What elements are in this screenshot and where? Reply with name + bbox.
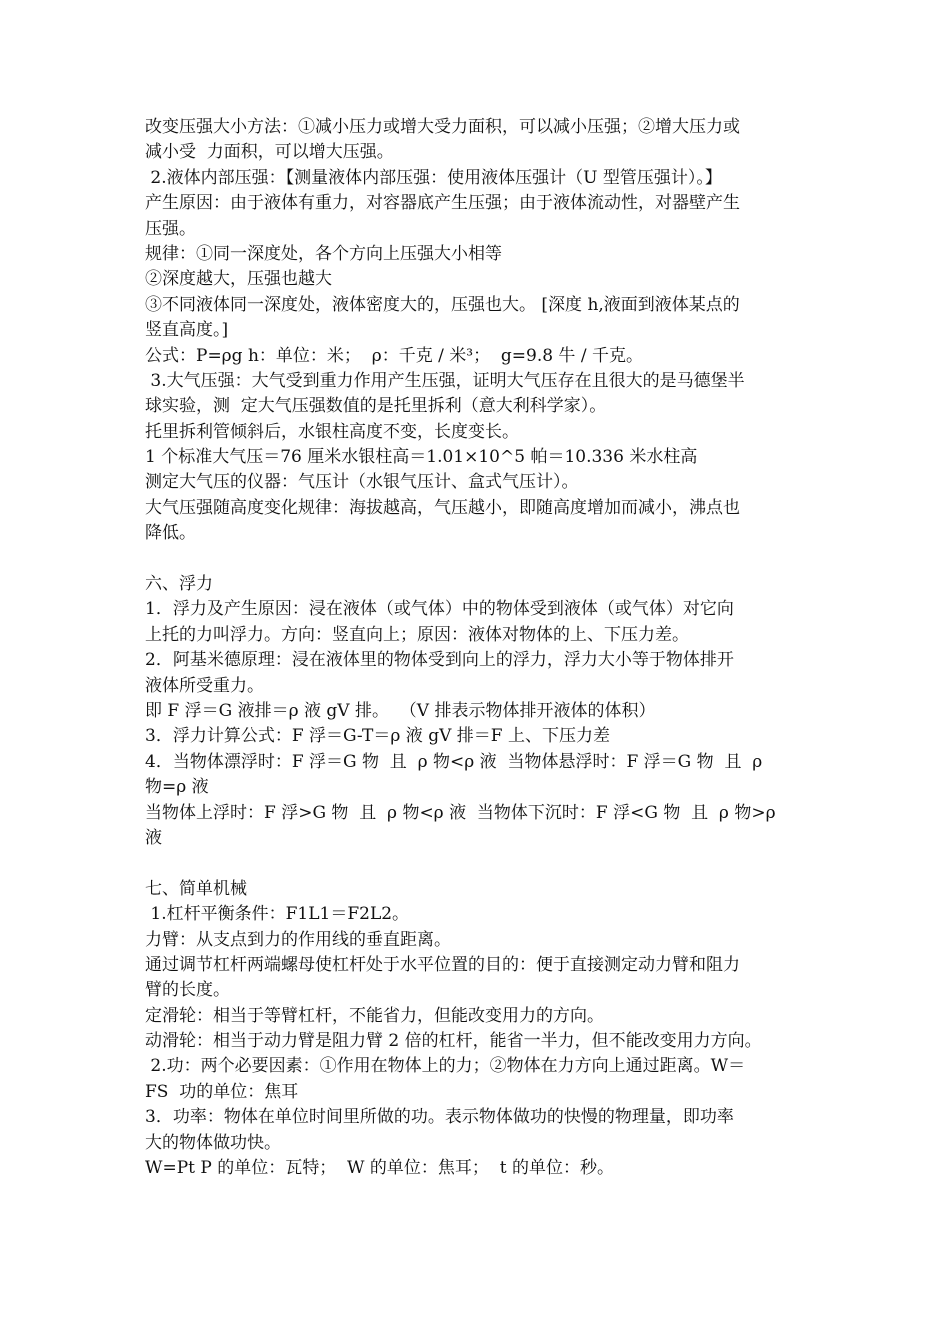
text-line: 上托的力叫浮力。方向：竖直向上；原因：液体对物体的上、下压力差。 (145, 624, 689, 645)
text-line: FS 功的单位：焦耳 (145, 1081, 299, 1102)
text-line: 2.功：两个必要因素：①作用在物体上的力；②物体在力方向上通过距离。W＝ (145, 1056, 746, 1077)
text-line: 通过调节杠杆两端螺母使杠杆处于水平位置的目的：便于直接测定动力臂和阻力 (145, 954, 740, 975)
text-line: 3.大气压强：大气受到重力作用产生压强，证明大气压存在且很大的是马德堡半 (145, 370, 745, 391)
text-line: 改变压强大小方法：①减小压力或增大受力面积，可以减小压强；②增大压力或 (145, 117, 740, 137)
section-heading-simple-machines: 七、简单机械 (145, 878, 247, 899)
text-line: ②深度越大，压强也越大 (145, 269, 332, 290)
text-line: 4．当物体漂浮时：F 浮＝G 物 且 ρ 物<ρ 液 当物体悬浮时：F 浮＝G 物 且 ρ (145, 751, 763, 772)
text-line: 大的物体做功快。 (145, 1132, 281, 1153)
text-line: 2.液体内部压强：【测量液体内部压强：使用液体压强计（U 型管压强计）。】 (145, 167, 722, 188)
formula-line: 1.杠杆平衡条件：F1L1＝F2L2。 (145, 904, 410, 925)
text-line: 产生原因：由于液体有重力，对容器底产生压强；由于液体流动性，对器壁产生 (145, 193, 740, 214)
text-line: 臂的长度。 (145, 980, 230, 1001)
text-line: 1 个标准大气压＝76 厘米水银柱高＝1.01×10^5 帕＝10.336 米水柱高 (145, 447, 698, 468)
text-line: 降低。 (145, 523, 196, 544)
blank-line (145, 547, 810, 572)
text-line: 规律：①同一深度处，各个方向上压强大小相等 (145, 243, 502, 264)
document-page (145, 115, 810, 1181)
text-line: 液 (145, 827, 162, 848)
formula-line: 公式：P=ρg h：单位：米； ρ：千克 / 米³； g=9.8 牛 / 千克。 (145, 345, 643, 366)
text-line: 物=ρ 液 (145, 777, 209, 798)
text-line: 大气压强随高度变化规律：海拔越高，气压越小，即随高度增加而减小，沸点也 (145, 497, 740, 518)
text-line: 力臂：从支点到力的作用线的垂直距离。 (145, 929, 451, 950)
text-line: 2．阿基米德原理：浸在液体里的物体受到向上的浮力，浮力大小等于物体排开 (145, 650, 734, 671)
text-line: 定滑轮：相当于等臂杠杆，不能省力，但能改变用力的方向。 (145, 1005, 604, 1026)
text-line: ③不同液体同一深度处，液体密度大的，压强也大。 [深度 h,液面到液体某点的 (145, 294, 740, 315)
text-line: 当物体上浮时：F 浮>G 物 且 ρ 物<ρ 液 当物体下沉时：F 浮<G 物 且 ρ 物>ρ (145, 802, 776, 823)
text-line: 动滑轮：相当于动力臂是阻力臂 2 倍的杠杆，能省一半力，但不能改变用力方向。 (145, 1031, 762, 1052)
text-line: 减小受 力面积，可以增大压强。 (145, 142, 394, 163)
formula-line: W=Pt P 的单位：瓦特； W 的单位：焦耳； t 的单位：秒。 (145, 1158, 614, 1179)
text-line: 托里拆利管倾斜后，水银柱高度不变，长度变长。 (145, 421, 519, 442)
text-line: 测定大气压的仪器：气压计（水银气压计、盒式气压计）。 (145, 472, 579, 493)
formula-line: 即 F 浮＝G 液排＝ρ 液 gV 排。 （V 排表示物体排开液体的体积） (145, 700, 656, 721)
text-line: 3．功率：物体在单位时间里所做的功。表示物体做功的快慢的物理量，即功率 (145, 1107, 734, 1128)
text-line: 1．浮力及产生原因：浸在液体（或气体）中的物体受到液体（或气体）对它向 (145, 599, 734, 620)
text-line: 液体所受重力。 (145, 675, 264, 696)
formula-line: 3．浮力计算公式：F 浮＝G-T＝ρ 液 gV 排＝F 上、下压力差 (145, 726, 610, 747)
text-line: 球实验，测 定大气压强数值的是托里拆利（意大利科学家）。 (145, 396, 607, 417)
blank-line (145, 851, 810, 876)
text-line: 竖直高度。] (145, 320, 229, 341)
text-line: 压强。 (145, 218, 196, 239)
section-heading-buoyancy: 六、浮力 (145, 574, 213, 595)
